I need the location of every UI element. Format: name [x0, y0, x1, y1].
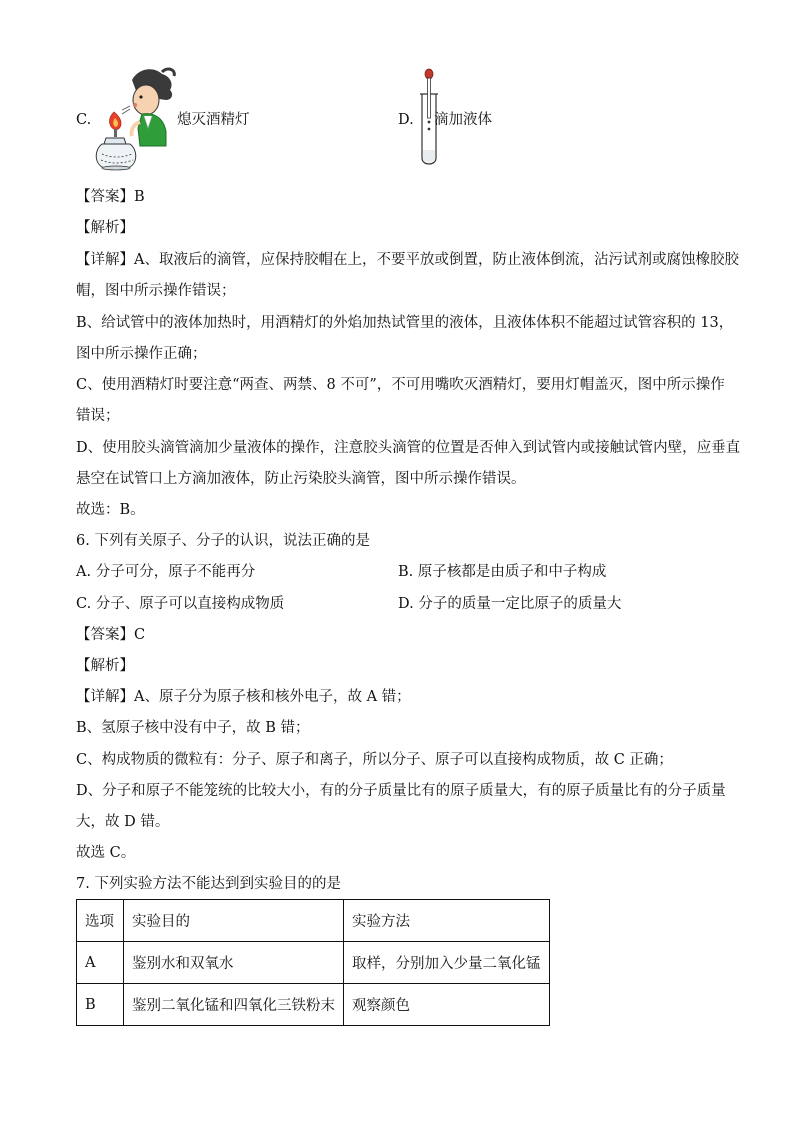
q6-option-a: A. 分子可分，原子不能再分 [76, 564, 256, 580]
table-header-cell: 选项 [77, 900, 124, 942]
q6-option-d: D. 分子的质量一定比原子的质量大 [398, 596, 622, 612]
option-d-caption: 滴加液体 [434, 112, 492, 128]
q6-option-b: B. 原子核都是由质子和中子构成 [398, 564, 607, 580]
table-header-cell: 实验目的 [124, 900, 344, 942]
table-row [77, 942, 550, 984]
table-cell: B [77, 984, 124, 1026]
option-c-caption: 熄灭酒精灯 [177, 112, 250, 128]
q5-detail-line: D、使用胶头滴管滴加少量液体的操作，注意胶头滴管的位置是否伸入到试管内或接触试管内壁，应垂直 [76, 440, 741, 456]
table-row [77, 984, 550, 1026]
extinguish-lamp-illustration [92, 66, 178, 176]
table-cell: 鉴别二氧化锰和四氧化三铁粉末 [124, 984, 344, 1026]
q5-detail-line: 图中所示操作正确； [76, 346, 207, 362]
q6-stem: 6. 下列有关原子、分子的认识，说法正确的是 [76, 533, 370, 549]
q6-answer: 【答案】C [76, 627, 146, 643]
q5-detail-line: 【详解】A、取液后的滴管，应保持胶帽在上，不要平放或倒置，防止液体倒流，沾污试剂或腐蚀橡胶胶 [76, 252, 739, 268]
option-c-letter: C. [76, 112, 92, 128]
q6-detail-line: D、分子和原子不能笼统的比较大小，有的分子质量比有的原子质量大，有的原子质量比有的分子质量 [76, 783, 726, 799]
table-cell: A [77, 942, 124, 984]
q7-table [76, 899, 550, 1026]
q6-detail-line: B、氢原子核中没有中子，故 B 错； [76, 720, 310, 736]
q5-analysis-label: 【解析】 [76, 220, 134, 236]
table-header-cell: 实验方法 [344, 900, 550, 942]
q6-option-c: C. 分子、原子可以直接构成物质 [76, 596, 285, 612]
table-cell: 观察颜色 [344, 984, 550, 1026]
q5-detail-line: 悬空在试管口上方滴加液体，防止污染胶头滴管，图中所示操作错误。 [76, 471, 526, 487]
table-header-row [77, 900, 550, 942]
table-cell: 鉴别水和双氧水 [124, 942, 344, 984]
q6-analysis-label: 【解析】 [76, 658, 134, 674]
q5-detail-line: 错误； [76, 408, 120, 424]
q5-detail-line: C、使用酒精灯时要注意“两查、两禁、8 不可”，不可用嘴吹灭酒精灯，要用灯帽盖灭，图中所示操作 [76, 377, 725, 393]
q5-detail-line: 帽，图中所示操作错误； [76, 283, 236, 299]
q7-stem: 7. 下列实验方法不能达到到实验目的的是 [76, 876, 341, 892]
q5-detail-line: B、给试管中的液体加热时，用酒精灯的外焰加热试管里的液体，且液体体积不能超过试管容积的 13， [76, 315, 734, 331]
q6-detail-line: 大，故 D 错。 [76, 814, 170, 830]
table-cell: 取样，分别加入少量二氧化锰 [344, 942, 550, 984]
q6-conclusion: 故选 C。 [76, 845, 136, 861]
q6-detail-line: 【详解】A、原子分为原子核和核外电子，故 A 错； [76, 689, 411, 705]
q5-conclusion: 故选：B。 [76, 502, 145, 518]
option-d-letter: D. [398, 112, 414, 128]
q6-detail-line: C、构成物质的微粒有：分子、原子和离子，所以分子、原子可以直接构成物质，故 C 正确； [76, 752, 673, 768]
q5-answer: 【答案】B [76, 189, 145, 205]
